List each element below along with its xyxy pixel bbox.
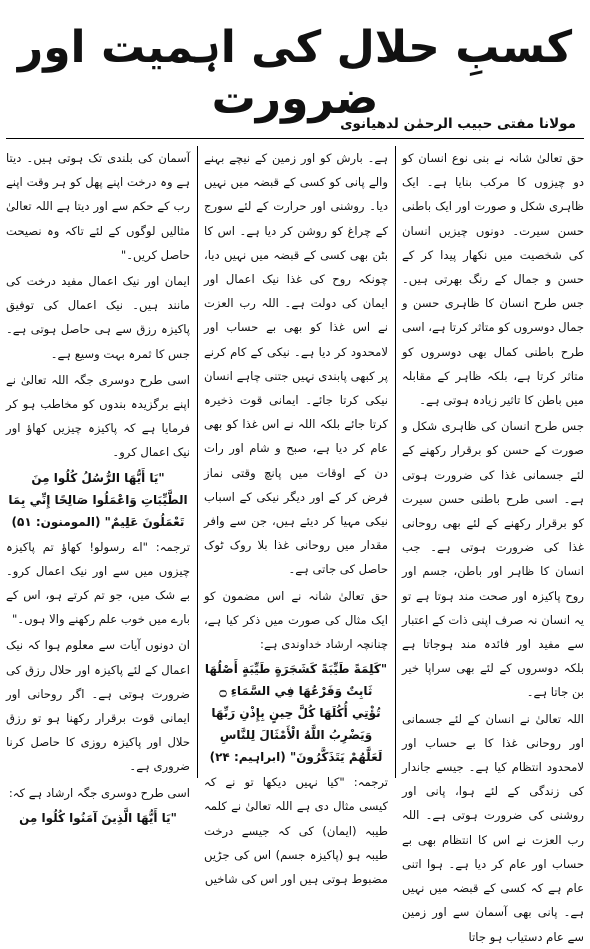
column-3 bbox=[6, 146, 190, 825]
paragraph: اسی طرح دوسری جگہ ارشاد ہے کہ: bbox=[8, 785, 190, 800]
paragraph: حق تعالیٰ شانہ نے اس مضمون کو ایک مثال کی صورت میں ذکر کیا ہے، چنانچہ ارشاد خداوندی ہے: bbox=[204, 588, 388, 652]
paragraph: ان دونوں آیات سے معلوم ہوا کہ نیک اعمال کے لئے پاکیزہ اور حلال رزق کی ضرورت ہوتی ہے۔ اگر روحانی اور ایمانی قوت برقرار رکھنا ہو تو رزق حلال اور پاکیزہ روزی کا حاصل کرنا ضروری ہے۔ bbox=[6, 638, 190, 774]
paragraph: اسی طرح دوسری جگہ اللہ تعالیٰ نے اپنے برگزیدہ بندوں کو مخاطب ہو کر فرمایا ہے کہ پاکیزہ چیزیں کھاؤ اور نیک اعمال کرو۔ bbox=[6, 372, 190, 460]
quran-verse: "يَا أَيُّهَا الرُّسُلُ كُلُوا مِنَ الطَّيِّبَاتِ وَاعْمَلُوا صَالِحًا إِنِّي بِمَا تَعْمَلُونَ عَلِيمٌ" (المومنون: ۵۱) bbox=[8, 470, 188, 529]
column-2 bbox=[204, 146, 388, 887]
quran-verse: "يَا أَيُّهَا الَّذِينَ آمَنُوا كُلُوا مِن bbox=[19, 810, 177, 825]
paragraph: حق تعالیٰ شانہ نے بنی نوع انسان کو دو چیزوں کا مرکب بنایا ہے۔ ایک ظاہری شکل و صورت اور ایک باطنی حسن سیرت۔ دونوں چیزیں انسان کی شخصیت میں نکھار پیدا کر کے حسن و جمال کے رنگ بھرتی ہیں۔ جس طرح انسان کا ظاہری حسن و جمال دوسروں کو متاثر کرتا ہے، اسی طرح باطنی کمال بھی دوسروں کو متاثر کرتا ہے، بلکہ ظاہر کے مقابلہ میں باطن کا تاثیر زیادہ ہوتی ہے۔ bbox=[402, 151, 584, 408]
article-headline: کسبِ حلال کی اہمیت اور ضرورت bbox=[17, 22, 573, 124]
quran-verse: "كَلِمَةً طَيِّبَةً كَشَجَرَةٍ طَيِّبَةٍ أَصْلُهَا ثَابِتٌ وَفَرْعُهَا فِي السَّمَاءِ ۝ تُؤْتِي أُكُلَهَا كُلَّ حِينٍ بِإِذْنِ رَبِّهَا وَيَضْرِبُ اللَّهُ الْأَمْثَالَ لِلنَّاسِ لَعَلَّهُمْ يَتَذَكَّرُونَ" (ابراہیم: ۲۴) bbox=[204, 662, 388, 765]
header-divider bbox=[6, 138, 584, 139]
author-byline: مولانا مفتی حبیب الرحمٰن لدھیانوی bbox=[340, 116, 576, 132]
paragraph: اللہ تعالیٰ نے انسان کے لئے جسمانی اور روحانی غذا کا بے حساب اور لامحدود انتظام کیا ہے۔ جیسے جاندار کی زندگی کے لئے ہوا، پانی اور روشنی کی ضرورت ہوتی ہے۔ اللہ رب العزت نے اس کا انتظام بھی بے حساب اور عام کر دیا ہے۔ ہوا اتنی عام ہے کہ کسی کے قبضہ میں نہیں ہے۔ پانی بھی آسمان سے اور زمین سے عام دستیاب ہو جاتا bbox=[402, 711, 584, 944]
paragraph: جس طرح انسان کی ظاہری شکل و صورت کے حسن کو برقرار رکھنے کے لئے جسمانی غذا کی ضرورت ہوتی ہے۔ اسی طرح باطنی حسن سیرت کو برقرار رکھنے کے لئے بھی روحانی غذا کی ضرورت ہوتی ہے۔ جب انسان کا ظاہر اور باطن، جسم اور روح پاکیزہ اور صحت مند ہوتا ہے تو یہ انسان نہ صرف اپنی ذات کے اعتبار سے مفید اور فائدہ مند ہوجاتا ہے بلکہ دوسروں کے لئے بھی سراپا خیر بن جاتا ہے۔ bbox=[402, 419, 584, 700]
paragraph: ایمان اور نیک اعمال مفید درخت کی مانند ہیں۔ نیک اعمال کی توفیق پاکیزہ رزق سے ہی حاصل ہوتی ہے۔ جس کا ثمرہ بہت وسیع ہے۔ bbox=[6, 274, 190, 361]
paragraph: ہے۔ بارش کو اور زمین کے نیچے بہنے والے پانی کو کسی کے قبضہ میں نہیں دیا۔ روشنی اور حرارت کے لئے سورج کے چراغ کو روشن کر دیا ہے۔ اس کا بٹن بھی کسی کے قبضہ میں نہیں دیا، چونکہ روح کی غذا نیک اعمال اور ایمان کی دولت ہے۔ اللہ رب العزت نے اس غذا کو بھی بے حساب اور لامحدود کر دیا ہے۔ نیکی کے کام کرنے پر کبھی پابندی نہیں جتنی چاہے انسان نیکی کرتا جائے۔ ایمانی قوت ذخیرہ کرتا جائے بلکہ اللہ نے اس غذا کو بھی عام کر دیا ہے، صبح و شام اور رات دن کے اوقات میں پانچ وقتی نماز فرض کر کے اور دیگر نیکی کے اسباب نیکی مہیا کر دیئے ہیں، جن سے وافر مقدار میں روحانی غذا بلا روک ٹوک حاصل کی جاتی ہے۔ bbox=[204, 151, 388, 577]
translation-paragraph: ترجمہ: "کیا نہیں دیکھا تو نے کہ کیسی مثال دی ہے اللہ تعالیٰ نے کلمہ طیبہ (ایمان) کی کہ جیسے درخت طیبہ ہو (پاکیزہ جسم) اس کی جڑیں مضبوط ہوتی ہیں اور اس کی شاخیں bbox=[204, 775, 388, 887]
paragraph: آسمان کی بلندی تک ہوتی ہیں۔ دیتا ہے وہ درخت اپنے پھل کو ہر وقت اپنے رب کے حکم سے اور دیتا ہے اللہ تعالیٰ مثالیں لوگوں کے لئے تاکہ وہ نصیحت حاصل کریں۔" bbox=[6, 151, 190, 262]
column-1 bbox=[402, 146, 584, 944]
column-divider bbox=[197, 146, 198, 778]
column-divider bbox=[395, 146, 396, 778]
translation-paragraph: ترجمہ: "اے رسولو! کھاؤ تم پاکیزہ چیزوں میں سے اور نیک اعمال کرو۔ بے شک میں، جو تم کرتے ہو، اس کے بارے میں خوب علم رکھنے والا ہوں۔" bbox=[6, 539, 190, 627]
